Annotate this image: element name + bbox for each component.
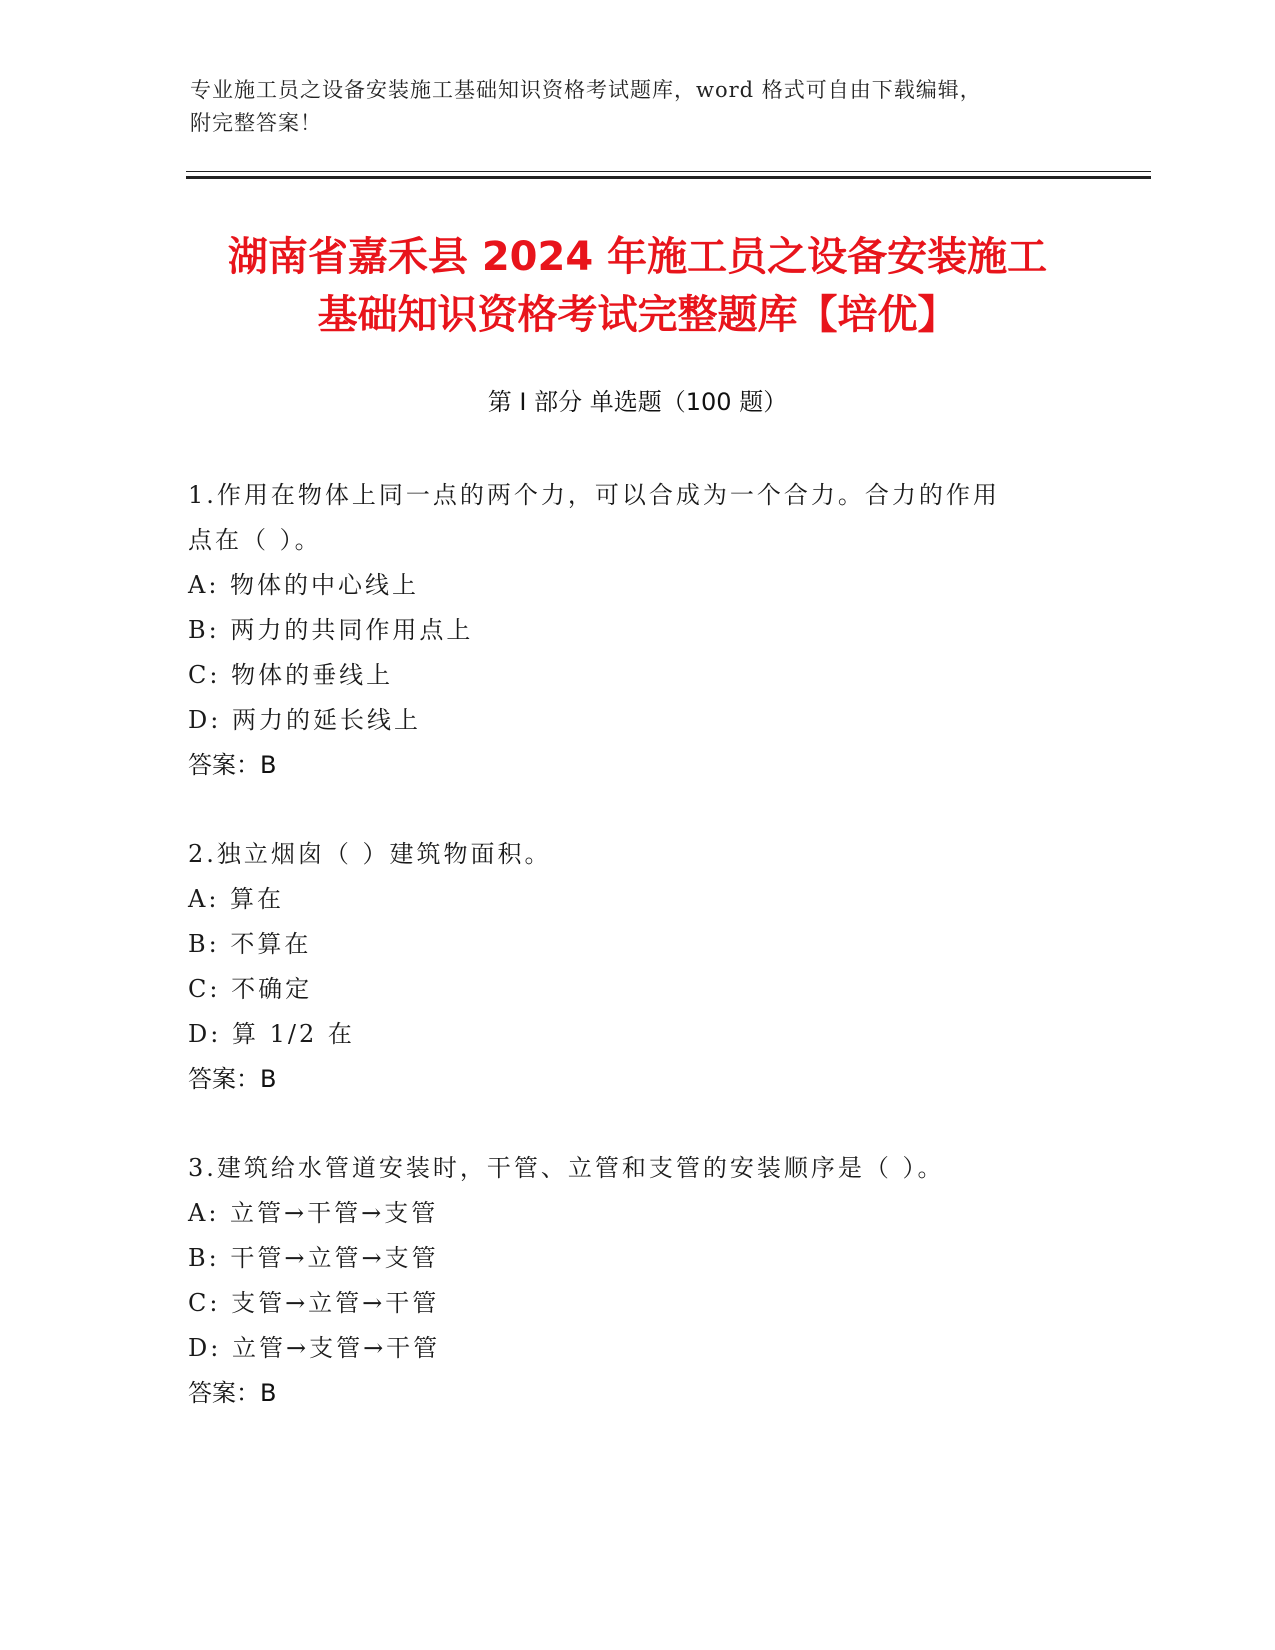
option-c: C: 支管→立管→干管: [188, 1289, 440, 1317]
option-d: D: 立管→支管→干管: [188, 1334, 441, 1362]
answer: 答案：B: [188, 1065, 277, 1093]
document-title-line-1: 湖南省嘉禾县 2024 年施工员之设备安装施工: [227, 234, 1048, 280]
question-stem: 3.建筑给水管道安装时，干管、立管和支管的安装顺序是（ ）。: [188, 1154, 945, 1182]
option-a: A: 物体的中心线上: [188, 571, 420, 599]
header-rule-thick: [186, 176, 1151, 179]
question-3: [188, 1146, 1088, 1416]
question-list: [188, 473, 1088, 1460]
document-title-line-2: 基础知识资格考试完整题库【培优】: [317, 292, 958, 338]
header-note-line-1: 专业施工员之设备安装施工基础知识资格考试题库，word 格式可自由下载编辑，: [190, 78, 982, 102]
question-1: [188, 473, 1088, 788]
section-title: 第 I 部分 单选题（100 题）: [487, 388, 788, 416]
option-b: B: 不算在: [188, 930, 312, 958]
option-c: C: 物体的垂线上: [188, 661, 394, 689]
option-c: C: 不确定: [188, 975, 313, 1003]
option-d: D: 算 1/2 在: [188, 1020, 355, 1048]
header-note: [190, 74, 1070, 140]
document-title: [150, 228, 1125, 344]
question-stem: 1.作用在物体上同一点的两个力，可以合成为一个合力。合力的作用: [188, 481, 1000, 509]
option-a: A: 算在: [188, 885, 285, 913]
option-d: D: 两力的延长线上: [188, 706, 421, 734]
question-stem-continued: 点在（ ）。: [188, 526, 322, 554]
option-b: B: 干管→立管→支管: [188, 1244, 439, 1272]
question-stem: 2.独立烟囱（ ）建筑物面积。: [188, 840, 552, 868]
option-b: B: 两力的共同作用点上: [188, 616, 474, 644]
answer: 答案：B: [188, 1379, 277, 1407]
answer: 答案：B: [188, 751, 277, 779]
option-a: A: 立管→干管→支管: [188, 1199, 439, 1227]
header-rule-thin: [186, 171, 1151, 172]
question-2: [188, 832, 1088, 1102]
header-note-line-2: 附完整答案！: [190, 111, 322, 135]
